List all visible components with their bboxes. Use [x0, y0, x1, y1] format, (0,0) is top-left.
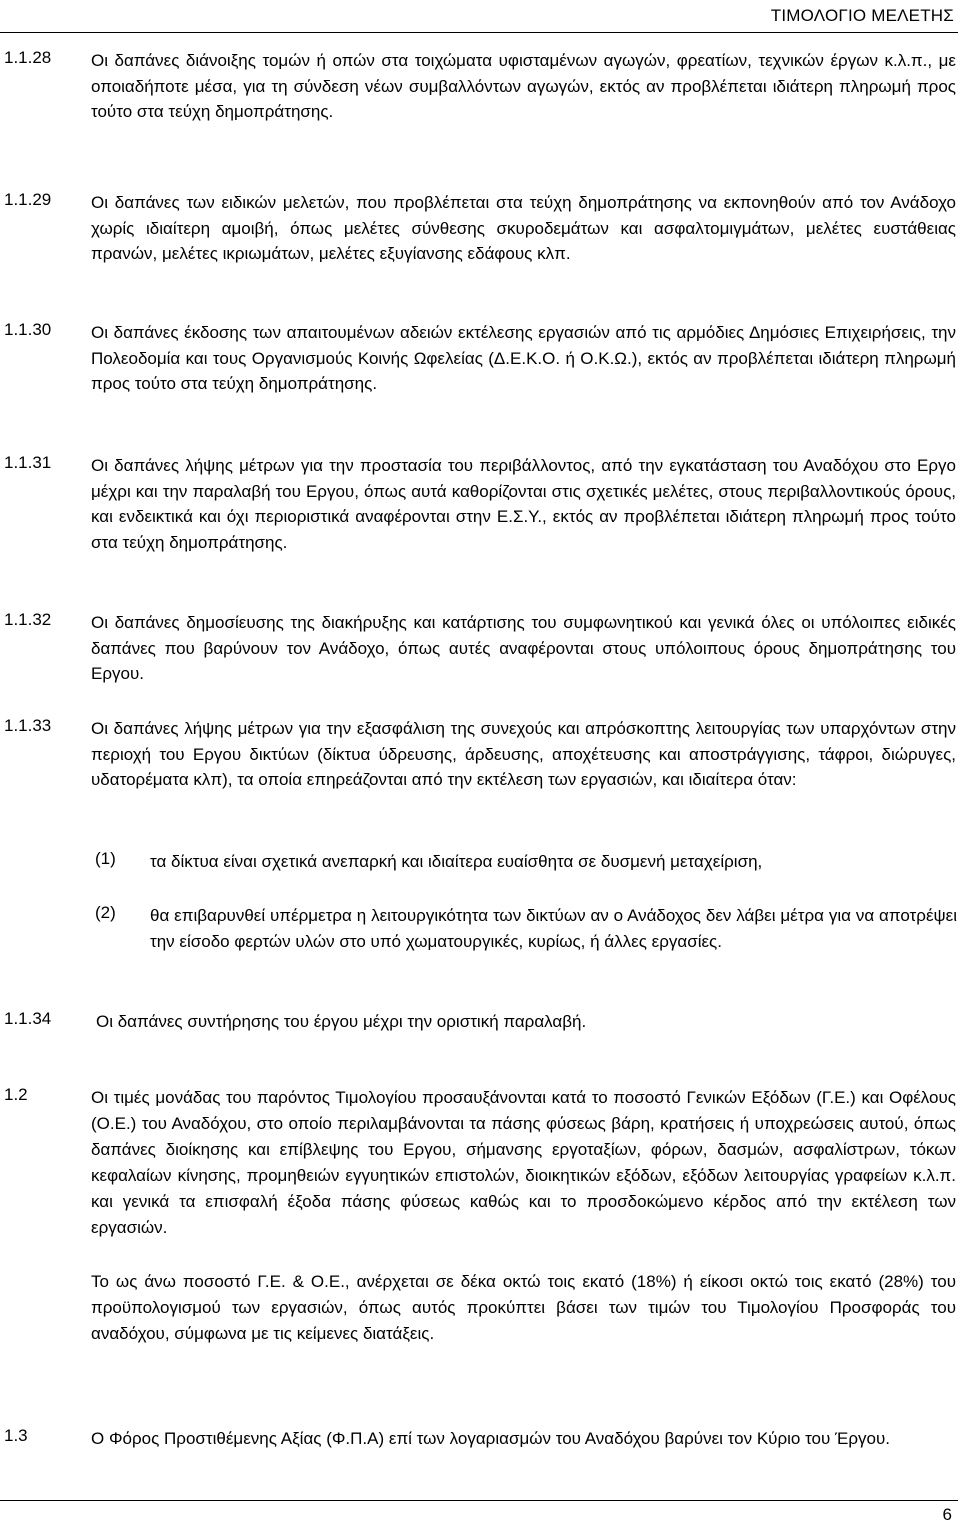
clause-number: 1.1.34 — [4, 1009, 52, 1028]
clause-text: Οι δαπάνες συντήρησης του έργου μέχρι την οριστική παραλαβή. — [96, 1012, 587, 1031]
header-rule — [0, 32, 958, 33]
clause-text: Οι δαπάνες διάνοιξης τομών ή οπών στα τοιχώματα υφισταμένων αγωγών, φρεατίων, τεχνικών έργων κ.λ.π., με οποιαδήποτε μέσα, για τη σύνδεση νέων συμβαλλόντων αγωγών, εκτός αν προβλέπεται ιδιάτερη πληρωμή προς τούτο στα τεύχη δημοπράτησης. — [91, 51, 956, 121]
sub-clause-text: θα επιβαρυνθεί υπέρμετρα η λειτουργικότητα των δικτύων αν ο Ανάδοχος δεν λάβει μέτρα για να αποτρέψει την είσοδο φερτών υλών στο υπό χωματουργικές, κυρίως, ή άλλες εργασίες. — [150, 906, 957, 951]
clause-text: Οι δαπάνες λήψης μέτρων για την προστασία του περιβάλλοντος, από την εγκατάσταση του Αναδόχου στο Εργο μέχρι και την παραλαβή του Εργου, όπως αυτά καθορίζονται στις σχετικές μελέτες, στους περιβαλλοντικούς όρους, και ενδεικτικά και όχι περιοριστικά αναφέρονται στην Ε.Σ.Υ., εκτός αν προβλέπεται ιδιάτερη πληρωμή προς τούτο στα τεύχη δημοπράτησης. — [91, 456, 956, 552]
sub-clause-text: τα δίκτυα είναι σχετικά ανεπαρκή και ιδιαίτερα ευαίσθητα σε δυσμενή μεταχείριση, — [150, 852, 763, 871]
sub-clause-1 — [95, 849, 957, 875]
clause-text: Οι δαπάνες έκδοσης των απαιτουμένων αδειών εκτέλεσης εργασιών από τις αρμόδιες Δημόσιες Επιχειρήσεις, την Πολεοδομία και τους Οργανισμούς Κοινής Ωφελείας (Δ.Ε.Κ.Ο. ή Ο.Κ.Ω.), εκτός αν προβλέπεται ιδιάτερη πληρωμή προς τούτο στα τεύχη δημοπράτησης. — [91, 323, 956, 393]
page-header-title: ΤΙΜΟΛΟΓΙΟ ΜΕΛΕΤΗΣ — [770, 6, 954, 25]
page-number: 6 — [942, 1505, 952, 1524]
sub-clause-number: (2) — [95, 903, 116, 922]
clause-number: 1.1.33 — [4, 716, 52, 735]
clause-number: 1.1.28 — [4, 48, 52, 67]
clause-number: 1.1.31 — [4, 453, 52, 472]
clause-1-1-30 — [4, 320, 956, 397]
clause-text: Οι δαπάνες των ειδικών μελετών, που προβλέπεται στα τεύχη δημοπράτησης να εκπονηθούν από τον Ανάδοχο χωρίς ιδιαίτερη αμοιβή, όπως μελέτες σύνθεσης σκυροδεμάτων και ασφαλτομιγμάτων, μελέτες ευστάθειας πρανών, μελέτες ικριωμάτων, μελέτες εξυγίανσης εδάφους κλπ. — [91, 193, 956, 263]
clause-text: Το ως άνω ποσοστό Γ.Ε. & Ο.Ε., ανέρχεται σε δέκα οκτώ τοις εκατό (18%) ή είκοσι οκτώ τοις εκατό (28%) του προϋπολογισμού των εργασιών, όπως αυτός προκύπτει βάσει των τιμών του Τιμολογίου Προσφοράς του αναδόχου, σύμφωνα με τις κείμενες διατάξεις. — [91, 1272, 956, 1343]
clause-1-1-31 — [4, 453, 956, 555]
clause-text: Οι τιμές μονάδας του παρόντος Τιμολογίου προσαυξάνονται κατά το ποσοστό Γενικών Εξόδων (Γ.Ε.) και Οφέλους (Ο.Ε.) του Αναδόχου, στο οποίο περιλαμβάνονται τα πάσης φύσεως βάρη, κρατήσεις ή υποχρεώσεις αυτού, όπως δαπάνες διοίκησης και επίβλεψης του Εργου, σήμανσης εργοταξίων, φόρων, δασμών, ασφαλίστρων, τόκων κεφαλαίων κίνησης, προμηθειών εγγυητικών επιστολών, διοικητικών εξόδων, εξόδων λειτουργίας γραφείων κ.λ.π. και γενικά τα επισφαλή έξοδα πάσης φύσεως καθώς και το προσδοκώμενο κέρδος από την εκτέλεση των εργασιών. — [91, 1088, 956, 1237]
clause-number: 1.1.30 — [4, 320, 52, 339]
clause-number: 1.3 — [4, 1426, 28, 1445]
clause-1-2 — [4, 1085, 956, 1241]
clause-number: 1.1.32 — [4, 610, 52, 629]
clause-1-1-34 — [4, 1009, 956, 1035]
sub-clause-number: (1) — [95, 849, 116, 868]
sub-clause-2 — [95, 903, 957, 954]
clause-1-2-note — [4, 1269, 956, 1347]
clause-text: Οι δαπάνες λήψης μέτρων για την εξασφάλιση της συνεχούς και απρόσκοπτης λειτουργίας των υπαρχόντων στην περιοχή του Εργου δικτύων (δίκτυα ύδρευσης, άρδευσης, αποχέτευσης και αποστράγγισης, τάφροι, διώρυγες, υδατορέματα κλπ), τα οποία επηρεάζονται από την εκτέλεση των εργασιών, και ιδιαίτερα όταν: — [91, 719, 956, 789]
clause-1-1-33 — [4, 716, 956, 793]
clause-1-1-28 — [4, 48, 956, 125]
clause-1-3 — [4, 1426, 956, 1452]
clause-text: Οι δαπάνες δημοσίευσης της διακήρυξης και κατάρτισης του συμφωνητικού και γενικά όλες οι υπόλοιπες ειδικές δαπάνες που βαρύνουν τον Ανάδοχο, όπως αυτές αναφέρονται στους υπόλοιπους όρους δημοπράτησης του Εργου. — [91, 613, 956, 683]
clause-1-1-29 — [4, 190, 956, 267]
clause-text: Ο Φόρος Προστιθέμενης Αξίας (Φ.Π.Α) επί των λογαριασμών του Αναδόχου βαρύνει τον Κύριο του Έργου. — [91, 1429, 890, 1448]
clause-1-1-32 — [4, 610, 956, 687]
footer-rule — [0, 1500, 958, 1501]
clause-number: 1.1.29 — [4, 190, 52, 209]
clause-number: 1.2 — [4, 1085, 28, 1104]
